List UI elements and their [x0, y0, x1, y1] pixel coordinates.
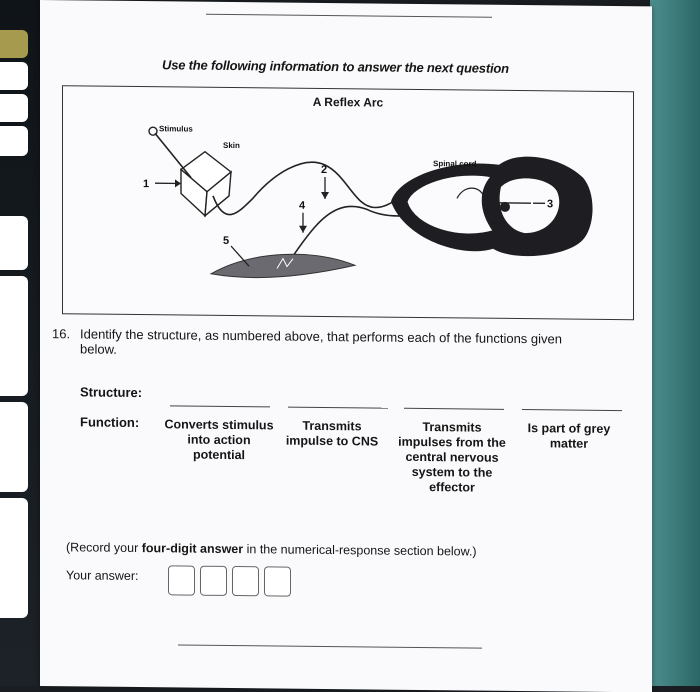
spinal-cord	[391, 155, 593, 257]
answer-digit-box-3[interactable]	[232, 566, 259, 596]
stimulus-arrow	[155, 133, 191, 177]
sensory-neuron	[213, 161, 409, 216]
structure-answer-blank-3[interactable]	[404, 408, 504, 410]
record-instruction-bold: four-digit answer	[142, 541, 243, 556]
function-transmits-to-effector: Transmits impulses from the central nervous system to the effector	[396, 420, 508, 496]
instructions-text: Use the following information to answer the next question	[162, 57, 509, 76]
worksheet-page	[40, 0, 652, 692]
label-4-arrowhead	[299, 226, 307, 233]
structure-label: Structure:	[80, 384, 142, 400]
number-2-label: 2	[321, 164, 327, 176]
skin-block	[181, 151, 231, 216]
record-instruction-suffix: in the numerical-response section below.)	[243, 542, 476, 558]
function-converts-stimulus: Converts stimulus into action potential	[164, 417, 274, 463]
answer-digit-box-4[interactable]	[264, 566, 291, 596]
question-number: 16.	[52, 326, 70, 341]
stimulus-pin-head	[149, 127, 157, 135]
left-background-strip	[0, 0, 42, 686]
effector-muscle	[211, 253, 355, 278]
sidebar-tab-olive[interactable]	[0, 30, 28, 58]
spinal-cord-label: Spinal cord	[433, 159, 477, 168]
answer-digit-box-1[interactable]	[168, 565, 195, 595]
label-1-arrowhead	[175, 179, 181, 187]
number-4-label: 4	[299, 200, 306, 212]
figure-title: A Reflex Arc	[63, 92, 633, 112]
number-5-label: 5	[223, 235, 229, 247]
your-answer-label: Your answer:	[66, 568, 139, 583]
function-grey-matter: Is part of grey matter	[514, 421, 624, 452]
function-label: Function:	[80, 414, 139, 430]
reflex-arc-figure	[62, 85, 634, 320]
sidebar-tab[interactable]	[0, 402, 28, 492]
record-instruction-prefix: (Record your	[66, 540, 142, 555]
record-instruction	[66, 540, 477, 558]
label-2-arrowhead	[321, 192, 329, 199]
sidebar-tab[interactable]	[0, 498, 28, 618]
answer-digit-box-2[interactable]	[200, 566, 227, 596]
structure-answer-blank-2[interactable]	[288, 407, 388, 409]
question-text: Identify the structure, as numbered above, that performs each of the functions given below.	[80, 326, 600, 361]
bottom-rule	[178, 644, 482, 648]
reflex-arc-diagram	[63, 86, 633, 319]
number-1-label: 1	[143, 178, 149, 190]
sidebar-tab[interactable]	[0, 126, 28, 156]
sidebar-tab[interactable]	[0, 216, 28, 270]
skin-label: Skin	[223, 141, 240, 150]
sidebar-tab[interactable]	[0, 276, 28, 396]
top-rule	[206, 14, 492, 18]
structure-answer-blank-1[interactable]	[170, 405, 270, 407]
sidebar-tab[interactable]	[0, 94, 28, 122]
structure-answer-blank-4[interactable]	[522, 409, 622, 411]
sidebar-tab[interactable]	[0, 62, 28, 90]
number-3-label: 3	[547, 198, 553, 210]
right-background-strip	[650, 0, 700, 686]
function-transmits-to-cns: Transmits impulse to CNS	[282, 419, 382, 450]
stimulus-label: Stimulus	[159, 124, 193, 133]
